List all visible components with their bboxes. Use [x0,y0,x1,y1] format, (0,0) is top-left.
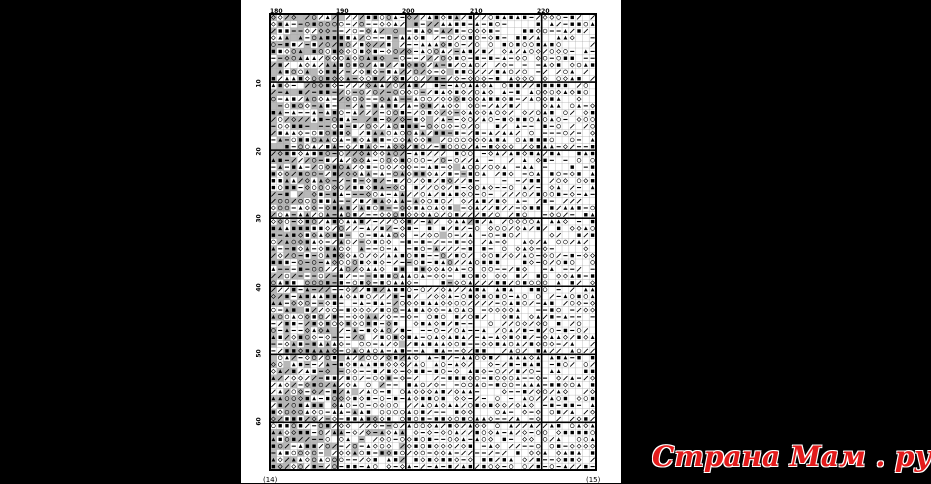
row-tick-label: 50 [255,349,263,358]
row-tick-label: 60 [255,417,263,426]
chart-page [241,0,621,483]
column-tick-label: 180 [270,8,283,15]
page-number-right: (15) [586,476,601,484]
watermark-logo: Страна Мам . ру [652,440,931,473]
row-tick-label: 30 [255,214,263,223]
column-tick-label: 190 [336,8,349,15]
row-tick-label: 40 [255,283,263,292]
page-number-left: (14) [263,476,278,484]
column-tick-label: 210 [470,8,483,15]
column-tick-label: 220 [537,8,550,15]
row-tick-label: 10 [255,79,263,88]
column-tick-label: 200 [402,8,415,15]
cross-stitch-grid [241,0,621,483]
row-tick-label: 20 [255,147,263,156]
